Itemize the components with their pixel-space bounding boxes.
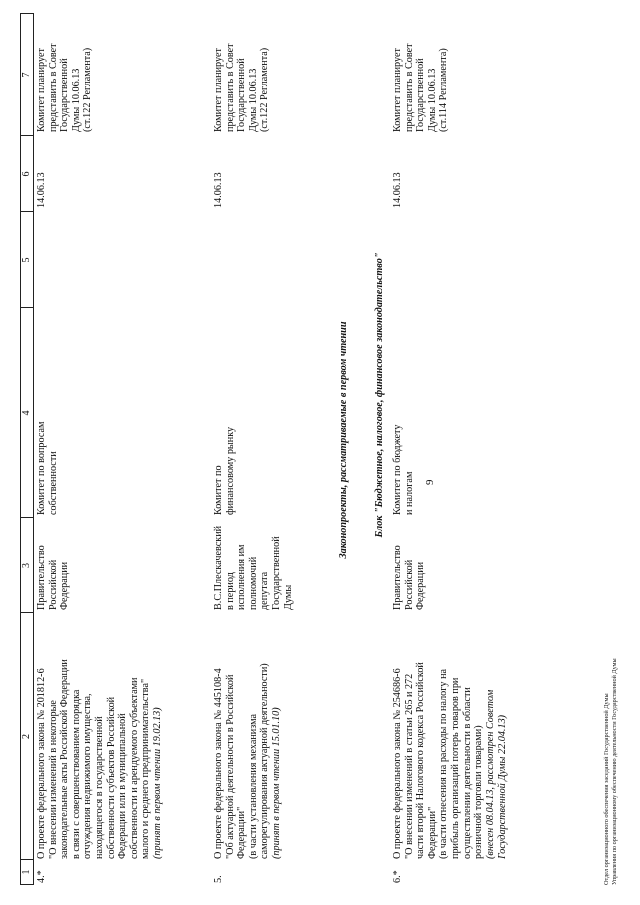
committee-plan: Комитет планирует представить в Совет Государственной Думы 10.06.13 (ст.122 Регламента)	[213, 43, 271, 132]
bill-initiator: Правительство Российской Федерации	[392, 545, 427, 610]
bill-note: (принят в первом чтении 19.02.13)	[152, 707, 163, 859]
header-cell-4: 4	[21, 307, 33, 518]
row-number: 5.	[213, 875, 224, 883]
consideration-date: 14.06.13	[392, 172, 403, 208]
header-cell-6: 6	[21, 135, 33, 212]
header-cell-2: 2	[21, 612, 33, 860]
header-cell-1: 1	[21, 859, 33, 884]
committee-plan: Комитет планирует представить в Совет Государственной Думы 10.06.13 (ст.122 Регламента)	[36, 43, 94, 132]
responsible-committee: Комитет по финансовому рынку	[213, 426, 236, 515]
bill-note: (принят в первом чтении 15.01.10)	[271, 707, 282, 859]
committee-plan: Комитет планирует представить в Совет Государственной Думы 10.06.13 (ст.114 Регламента)	[392, 43, 450, 132]
page-number: 9	[424, 479, 436, 485]
bill-note: (внесен 08.04.13, рассмотрен Советом Государственной Думы 22.04.13)	[485, 689, 508, 859]
consideration-date: 14.06.13	[36, 172, 47, 208]
responsible-committee: Комитет по вопросам собственности	[36, 421, 59, 515]
block-heading: Блок "Бюджетное, налоговое, финансовое законодательство"	[374, 252, 385, 538]
bill-title: О проекте федерального закона № 445108-4 "Об актуарной деятельности в Российской Федерации" (в части установления механизма саморегулирования актуарной деятельности)	[213, 663, 271, 859]
header-cell-5: 5	[21, 211, 33, 308]
row-number: 6.*	[392, 870, 403, 883]
bill-initiator: В.С.Плескачевский в период исполнения им полномочий депутата Государственной Думы	[213, 525, 294, 610]
table-header-row	[20, 13, 34, 885]
header-cell-7: 7	[21, 72, 32, 78]
section-heading: Законопроекты, рассматриваемые в первом чтении	[338, 321, 349, 559]
bill-initiator: Правительство Российской Федерации	[36, 545, 71, 610]
header-cell-3: 3	[21, 517, 33, 613]
row-number: 4.*	[36, 870, 47, 883]
responsible-committee: Комитет по бюджету и налогам	[392, 424, 415, 515]
consideration-date: 14.06.13	[213, 172, 224, 208]
bill-title: О проекте федерального закона № 201812-6 "О внесении изменений в некоторые законодательные акты Российской Федерации в связи с совершенствованием порядка отчуждения недвижимого имущества, находящегося в государственной собственности субъектов Российской Федерации или в муниципальной собственности и арендуемого субъектами малого и среднего предпринимательства"	[36, 659, 152, 859]
bill-title: О проекте федерального закона № 254686-6 "О внесении изменений в статьи 265 и 272 части второй Налогового кодекса Российской Федерации" (в части отнесения на расходы по налогу на прибыль организаций потерь товаров при осуществлении деятельности в области розничной торговли товарами)	[392, 662, 485, 859]
footer-note: Отдел организационного обеспечения заседаний Государственной Думы Управления по организационному обеспечению деятельности Государственной Думы	[603, 658, 618, 885]
